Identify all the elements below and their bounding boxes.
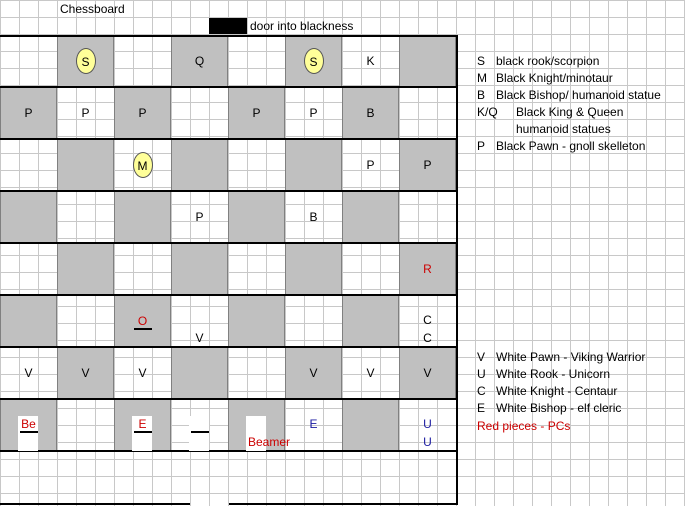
piece-underline [134,328,152,330]
white-piece-c[interactable]: C [423,313,432,327]
legend-text: humanoid statues [516,122,611,136]
black-piece-p[interactable]: P [195,210,204,224]
board-square [114,243,171,295]
legend-row [477,383,617,400]
black-piece-s[interactable]: S [76,48,96,74]
board-square [57,243,114,295]
board-square [342,191,399,243]
white-piece-v[interactable]: V [423,366,432,380]
door-label: door into blackness [250,19,354,33]
white-piece-e[interactable]: E [309,417,318,431]
legend-text: Black Bishop/ humanoid statue [496,88,661,102]
legend-key: K/Q [477,105,498,119]
legend-key: C [477,384,486,398]
black-piece-q[interactable]: Q [194,54,205,68]
legend-row [477,121,611,138]
door-marker [209,18,247,34]
board-square [171,87,228,139]
board-square [399,35,456,87]
pc-marker-box [189,416,209,451]
board-square [285,243,342,295]
board-square [228,347,285,399]
legend-text: White Rook - Unicorn [496,367,611,381]
white-piece-u[interactable]: U [423,417,432,431]
board-square [0,243,57,295]
board-row-line [0,86,456,88]
board-square [0,295,57,347]
board-square [342,399,399,451]
board-square [171,243,228,295]
board-square [57,191,114,243]
board-square [228,139,285,191]
legend-text: White Knight - Centaur [496,384,618,398]
black-piece-p[interactable]: P [252,106,261,120]
legend-text: White Pawn - Viking Warrior [496,350,646,364]
white-piece-v[interactable]: V [138,366,147,380]
board-square [228,243,285,295]
board-square [0,35,57,87]
board-row-line [0,35,456,37]
board-square [171,347,228,399]
legend-text: Black King & Queen [516,105,624,119]
piece-underline [134,431,152,433]
board-square [57,139,114,191]
legend-row [477,70,613,87]
board-square [57,399,114,451]
legend-row [477,138,645,155]
board-square [342,243,399,295]
board-square [0,139,57,191]
board-square [228,35,285,87]
board-square [285,295,342,347]
black-piece-p[interactable]: P [366,158,375,172]
board-square [342,295,399,347]
board-square [399,87,456,139]
white-piece-v[interactable]: V [366,366,375,380]
legend-key: P [477,139,486,153]
black-piece-b[interactable]: B [366,106,375,120]
black-piece-k[interactable]: K [366,54,375,68]
board-square [171,139,228,191]
legend-row [477,366,610,383]
pc-piece-beamer[interactable]: Beamer [248,435,291,449]
legend-text: Black Pawn - gnoll skelleton [496,139,646,153]
black-piece-p[interactable]: P [24,106,33,120]
board-row-line [0,398,456,400]
board-row-line [0,242,456,244]
bottom-line-right [229,503,457,505]
pc-piece-e[interactable]: E [138,417,147,431]
black-piece-s[interactable]: S [304,48,324,74]
white-piece-v[interactable]: V [24,366,33,380]
board-row-line [0,450,456,452]
legend-key: E [477,401,486,415]
legend-red-pieces: Red pieces - PCs [477,419,571,433]
page-title: Chessboard [60,2,125,16]
board-row-line [0,294,456,296]
board-square [114,35,171,87]
legend-key: U [477,367,486,381]
legend-row [477,400,621,417]
legend-row [477,87,661,104]
pc-piece-be[interactable]: Be [21,417,36,431]
legend-text: White Bishop - elf cleric [496,401,622,415]
legend-row [477,349,645,366]
black-piece-m[interactable]: M [133,152,153,178]
chessboard [0,35,458,505]
white-piece-v[interactable]: V [195,331,204,345]
legend-row [477,53,599,70]
white-piece-c[interactable]: C [423,331,432,345]
legend-text: black rook/scorpion [496,54,600,68]
black-piece-p[interactable]: P [423,158,432,172]
white-piece-v[interactable]: V [309,366,318,380]
board-row-line [0,346,456,348]
board-square [57,295,114,347]
legend-key: V [477,350,486,364]
board-square [228,191,285,243]
legend-row [477,104,623,121]
board-row-line [0,190,456,192]
legend-key: S [477,54,486,68]
legend-key: B [477,88,486,102]
white-piece-u[interactable]: U [423,435,432,449]
black-piece-b[interactable]: B [309,210,318,224]
pc-piece-o[interactable]: O [137,314,148,328]
bottom-line-left [0,503,190,505]
board-square [114,191,171,243]
white-piece-v[interactable]: V [81,366,90,380]
board-square [0,191,57,243]
board-square [228,295,285,347]
black-piece-p[interactable]: P [138,106,147,120]
board-square [399,191,456,243]
legend-key: M [477,71,487,85]
black-piece-p[interactable]: P [309,106,318,120]
piece-underline [20,431,38,433]
black-piece-p[interactable]: P [81,106,90,120]
legend-text: Black Knight/minotaur [496,71,613,85]
board-row-line [0,138,456,140]
pc-piece-r[interactable]: R [423,262,432,276]
board-square [285,139,342,191]
piece-underline [191,431,209,433]
